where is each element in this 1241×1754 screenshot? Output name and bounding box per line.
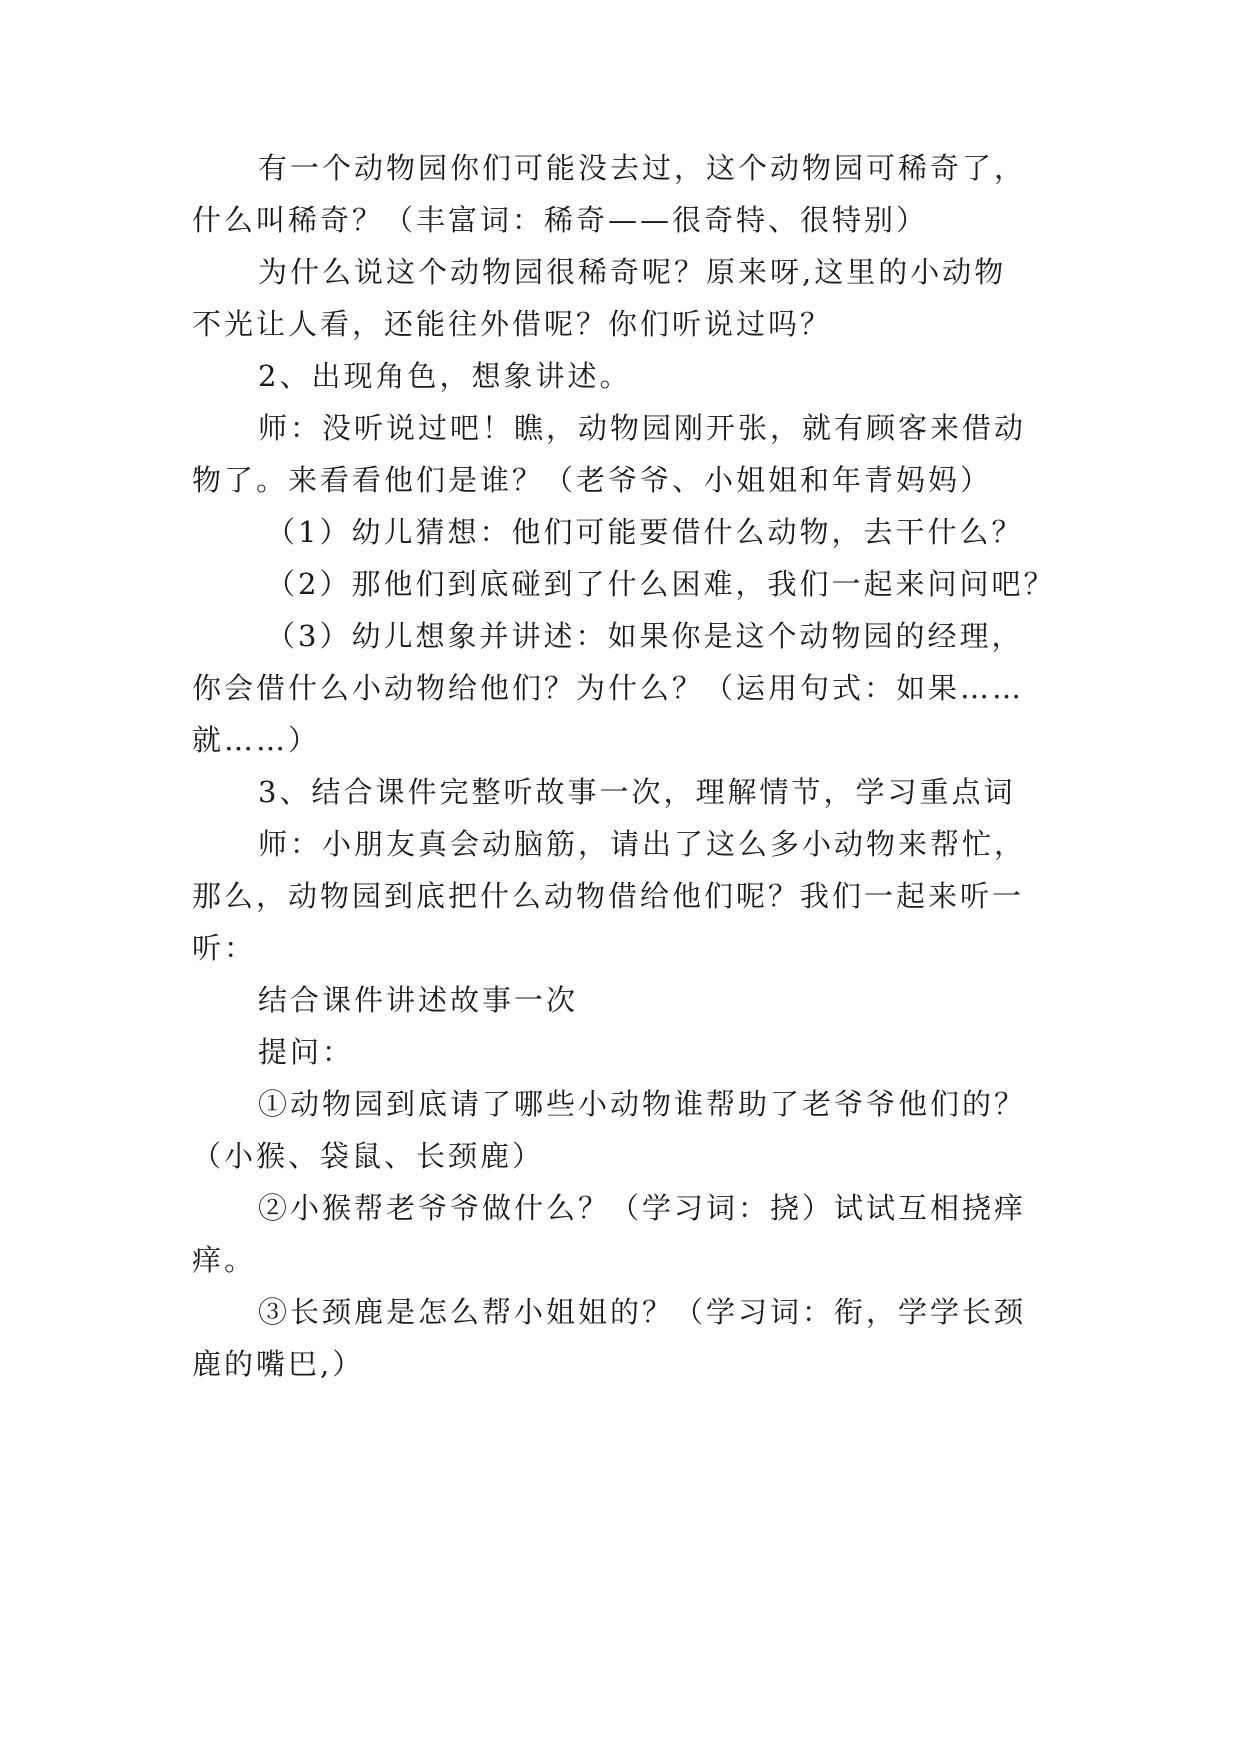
paragraph-line: 有一个动物园你们可能没去过，这个动物园可稀奇了，: [258, 151, 1027, 185]
section-heading: 2、出现角色，想象讲述。: [258, 359, 632, 393]
paragraph-line: 听：: [192, 931, 257, 965]
paragraph-line: 就……）: [192, 723, 321, 757]
list-item: ③长颈鹿是怎么帮小姐姐的？（学习词：衔，学学长颈: [258, 1295, 1027, 1329]
list-item: （3）幼儿想象并讲述：如果你是这个动物园的经理，: [266, 619, 1024, 653]
paragraph-line: 鹿的嘴巴,）: [192, 1347, 365, 1381]
paragraph-line: 物了。来看看他们是谁？（老爷爷、小姐姐和年青妈妈）: [192, 463, 993, 497]
paragraph-line: 什么叫稀奇？（丰富词：稀奇——很奇特、很特别）: [192, 203, 929, 237]
paragraph-line: 师：小朋友真会动脑筋，请出了这么多小动物来帮忙，: [258, 827, 1027, 861]
paragraph-line: 结合课件讲述故事一次: [258, 983, 579, 1017]
list-item: ①动物园到底请了哪些小动物谁帮助了老爷爷他们的？: [258, 1087, 1027, 1121]
paragraph-line: 提问：: [258, 1035, 355, 1069]
list-item: （1）幼儿猜想：他们可能要借什么动物，去干什么？: [266, 515, 1024, 549]
paragraph-line: 痒。: [192, 1243, 257, 1277]
paragraph-line: （小猴、袋鼠、长颈鹿）: [192, 1139, 545, 1173]
paragraph-line: 师：没听说过吧！瞧，动物园刚开张，就有顾客来借动: [258, 411, 1027, 445]
section-heading: 3、结合课件完整听故事一次，理解情节，学习重点词: [258, 775, 1016, 809]
paragraph-line: 你会借什么小动物给他们？为什么？（运用句式：如果……: [192, 671, 1025, 705]
paragraph-line: 为什么说这个动物园很稀奇呢？原来呀,这里的小动物: [258, 255, 1007, 289]
list-item: ②小猴帮老爷爷做什么？（学习词：挠）试试互相挠痒: [258, 1191, 1027, 1225]
list-item: （2）那他们到底碰到了什么困难，我们一起来问问吧？: [266, 567, 1056, 601]
paragraph-line: 那么，动物园到底把什么动物借给他们呢？我们一起来听一: [192, 879, 1025, 913]
paragraph-line: 不光让人看，还能往外借呢？你们听说过吗？: [192, 307, 833, 341]
